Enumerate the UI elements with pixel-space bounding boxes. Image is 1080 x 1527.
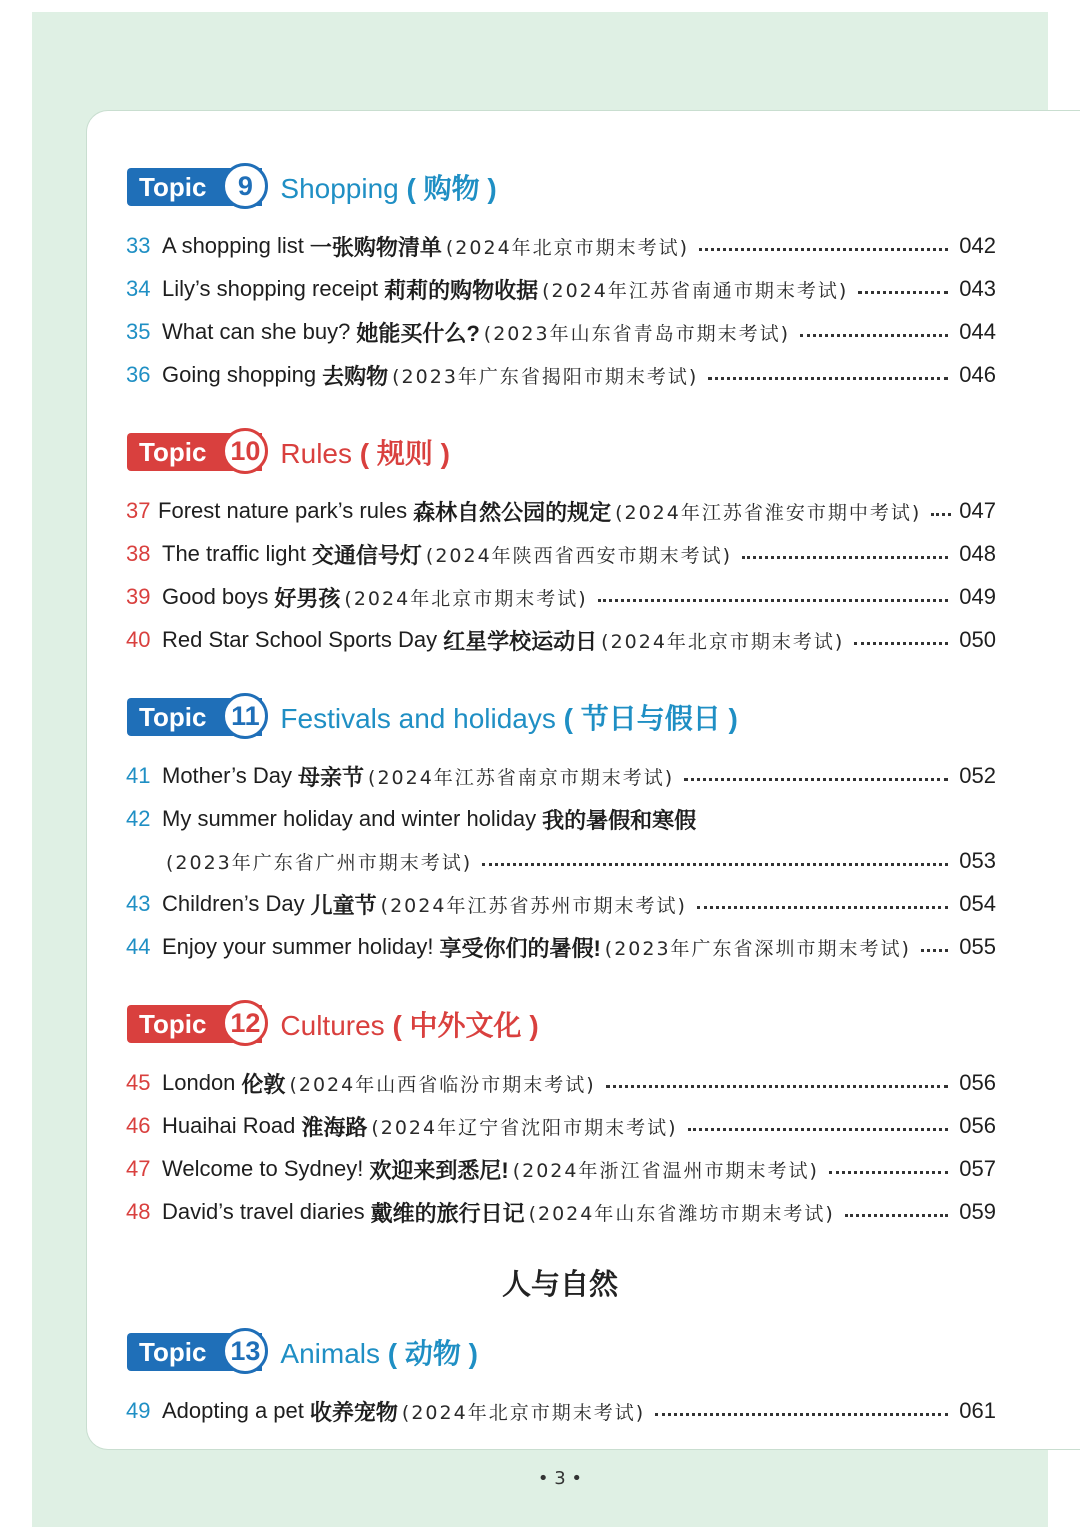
topic-label: Topic [139, 701, 207, 732]
topic-title-en: Animals [280, 1338, 380, 1369]
entry-number: 42 [126, 806, 151, 831]
entry-title-cn: 伦敦 [241, 1071, 286, 1097]
toc-entry[interactable] [126, 359, 996, 391]
topic-title-cn: ( 节日与假日 ) [563, 703, 738, 734]
topic-title [280, 167, 496, 207]
entry-title-en: Adopting a pet [162, 1398, 304, 1423]
toc-entry[interactable] [126, 1196, 996, 1228]
topic-title [280, 1004, 538, 1044]
topic-title-cn: ( 中外文化 ) [392, 1010, 539, 1041]
entry-source: (2024年辽宁省沈阳市期末考试) [371, 1116, 678, 1139]
leader-dots [742, 554, 948, 559]
entry-page: 054 [959, 891, 996, 916]
topic-badge [127, 1005, 262, 1043]
entry-title-en: Enjoy your summer holiday! [162, 934, 434, 959]
entry-page: 042 [959, 233, 996, 258]
entry-source: (2024年浙江省温州市期末考试) [512, 1159, 819, 1182]
entry-number: 45 [126, 1070, 151, 1095]
topic-title-en: Rules [280, 438, 352, 469]
entry-page: 056 [959, 1113, 996, 1138]
leader-dots [800, 332, 948, 337]
entry-number: 34 [126, 276, 151, 301]
leader-dots [688, 1126, 948, 1131]
entry-title-en: Forest nature park’s rules [158, 498, 408, 523]
entry-title-cn: 我的暑假和寒假 [542, 807, 697, 833]
entry-page: 053 [959, 848, 996, 873]
topic-badge [127, 698, 262, 736]
entry-number: 47 [126, 1156, 151, 1181]
topic-label: Topic [139, 1336, 207, 1367]
topic-number: 11 [222, 693, 268, 739]
leader-dots [697, 904, 948, 909]
topic-header-11 [127, 694, 738, 740]
entry-source: (2024年北京市期末考试) [401, 1401, 646, 1424]
entry-page: 044 [959, 319, 996, 344]
topic-header-12 [127, 1001, 539, 1047]
entry-number: 39 [126, 584, 151, 609]
entry-title-cn: 森林自然公园的规定 [413, 499, 612, 525]
leader-dots [854, 640, 948, 645]
entry-title-en: The traffic light [162, 541, 306, 566]
toc-entry[interactable] [126, 316, 996, 348]
leader-dots [482, 861, 948, 866]
topic-title [280, 697, 737, 737]
toc-entry[interactable] [126, 1153, 996, 1185]
topic-title-cn: ( 规则 ) [359, 438, 450, 469]
entry-title-cn: 去购物 [322, 363, 389, 389]
topic-title-cn: ( 动物 ) [387, 1338, 478, 1369]
entry-title-en: My summer holiday and winter holiday [162, 806, 537, 831]
entry-number: 44 [126, 934, 151, 959]
toc-entry[interactable] [126, 803, 996, 835]
entry-number: 38 [126, 541, 151, 566]
entry-title-en: Going shopping [162, 362, 317, 387]
entry-title-cn: 儿童节 [310, 892, 377, 918]
toc-entry[interactable] [126, 1110, 996, 1142]
entry-title-cn: 红星学校运动日 [443, 628, 598, 654]
topic-number: 13 [222, 1328, 268, 1374]
entry-source: (2024年北京市期末考试) [601, 630, 845, 653]
entry-number: 41 [126, 763, 151, 788]
entry-source: (2023年山东省青岛市期末考试) [483, 322, 790, 345]
entry-title-en: London [162, 1070, 236, 1095]
entry-number: 36 [126, 362, 151, 387]
entry-title-cn: 欢迎来到悉尼! [369, 1157, 509, 1183]
entry-source: (2024年陕西省西安市期末考试) [425, 544, 733, 567]
toc-entry[interactable] [126, 273, 996, 305]
leader-dots [684, 776, 948, 781]
page-number: • 3 • [537, 1468, 583, 1489]
topic-header-9 [127, 164, 497, 210]
topic-number: 10 [222, 428, 268, 474]
leader-dots [598, 597, 948, 602]
toc-entry[interactable] [126, 495, 996, 527]
entry-page: 055 [959, 934, 996, 959]
entry-page: 061 [959, 1398, 996, 1423]
entry-source: (2024年江苏省南通市期末考试) [542, 279, 849, 302]
entry-title-en: Huaihai Road [162, 1113, 296, 1138]
topic-badge [127, 1333, 262, 1371]
entry-page: 047 [959, 498, 996, 523]
entry-page: 043 [959, 276, 996, 301]
toc-entry[interactable] [126, 845, 996, 877]
entry-source: (2024年江苏省苏州市期末考试) [380, 894, 687, 917]
entry-page: 048 [959, 541, 996, 566]
entry-source: (2023年广东省广州市期末考试) [166, 851, 473, 874]
topic-title-en: Festivals and holidays [280, 703, 556, 734]
toc-entry[interactable] [126, 581, 996, 613]
entry-number: 48 [126, 1199, 151, 1224]
entry-title-cn: 淮海路 [301, 1114, 368, 1140]
toc-entry[interactable] [126, 230, 996, 262]
leader-dots [708, 375, 948, 380]
entry-page: 059 [959, 1199, 996, 1224]
entry-title-cn: 收养宠物 [309, 1399, 398, 1425]
entry-title-cn: 一张购物清单 [309, 234, 442, 260]
entry-title-cn: 戴维的旅行日记 [370, 1200, 525, 1226]
entry-source: (2024年北京市期末考试) [344, 587, 588, 610]
topic-number: 9 [222, 163, 268, 209]
toc-entry[interactable] [126, 1395, 996, 1427]
leader-dots [606, 1083, 948, 1088]
entry-source: (2024年山西省临汾市期末考试) [289, 1073, 596, 1096]
topic-title [280, 432, 450, 472]
topic-header-13 [127, 1329, 478, 1375]
topic-title-cn: ( 购物 ) [406, 173, 497, 204]
toc-entry[interactable] [126, 538, 996, 570]
topic-title-en: Cultures [280, 1010, 385, 1041]
entry-title-en: Good boys [162, 584, 269, 609]
leader-dots [921, 947, 948, 952]
topic-label: Topic [139, 171, 207, 202]
entry-source: (2024年山东省潍坊市期末考试) [528, 1202, 835, 1225]
topic-badge [127, 168, 262, 206]
entry-page: 057 [959, 1156, 996, 1181]
leader-dots [845, 1212, 948, 1217]
leader-dots [829, 1169, 948, 1174]
leader-dots [655, 1411, 948, 1416]
entry-number: 43 [126, 891, 151, 916]
topic-title-en: Shopping [280, 173, 399, 204]
entry-page: 046 [959, 362, 996, 387]
entry-number: 35 [126, 319, 151, 344]
toc-entry[interactable] [126, 624, 996, 656]
entry-title-en: Mother’s Day [162, 763, 293, 788]
entry-title-en: Welcome to Sydney! [162, 1156, 364, 1181]
entry-number: 33 [126, 233, 151, 258]
topic-badge [127, 433, 262, 471]
toc-entry[interactable] [126, 931, 996, 963]
entry-title-cn: 交通信号灯 [311, 542, 422, 568]
topic-number: 12 [222, 1000, 268, 1046]
entry-title-en: A shopping list [162, 233, 304, 258]
leader-dots [931, 511, 951, 516]
entry-number: 37 [126, 498, 151, 523]
entry-title-cn: 母亲节 [298, 764, 365, 790]
entry-source: (2024年江苏省南京市期末考试) [368, 766, 675, 789]
entry-title-en: Red Star School Sports Day [162, 627, 438, 652]
entry-page: 052 [959, 763, 996, 788]
section-heading: 人与自然 [501, 1267, 618, 1301]
entry-number: 40 [126, 627, 151, 652]
entry-source: (2023年广东省揭阳市期末考试) [392, 365, 699, 388]
entry-title-en: David’s travel diaries [162, 1199, 365, 1224]
entry-title-en: Children’s Day [162, 891, 305, 916]
entry-page: 050 [959, 627, 996, 652]
topic-label: Topic [139, 1008, 207, 1039]
leader-dots [699, 246, 948, 251]
entry-title-en: Lily’s shopping receipt [162, 276, 379, 301]
topic-header-10 [127, 429, 450, 475]
entry-page: 056 [959, 1070, 996, 1095]
leader-dots [858, 289, 948, 294]
entry-title-cn: 享受你们的暑假! [439, 935, 601, 961]
toc-entry[interactable] [126, 760, 996, 792]
entry-number: 49 [126, 1398, 151, 1423]
entry-title-en: What can she buy? [162, 319, 351, 344]
entry-number: 46 [126, 1113, 151, 1138]
entry-title-cn: 好男孩 [274, 585, 341, 611]
topic-label: Topic [139, 436, 207, 467]
entry-source: (2024年北京市期末考试) [445, 236, 690, 259]
entry-title-cn: 莉莉的购物收据 [384, 277, 539, 303]
entry-source: (2024年江苏省淮安市期中考试) [615, 501, 922, 524]
topic-title [280, 1332, 478, 1372]
entry-source: (2023年广东省深圳市期末考试) [604, 937, 911, 960]
entry-page: 049 [959, 584, 996, 609]
entry-title-cn: 她能买什么? [356, 320, 480, 346]
toc-entry[interactable] [126, 888, 996, 920]
toc-entry[interactable] [126, 1067, 996, 1099]
